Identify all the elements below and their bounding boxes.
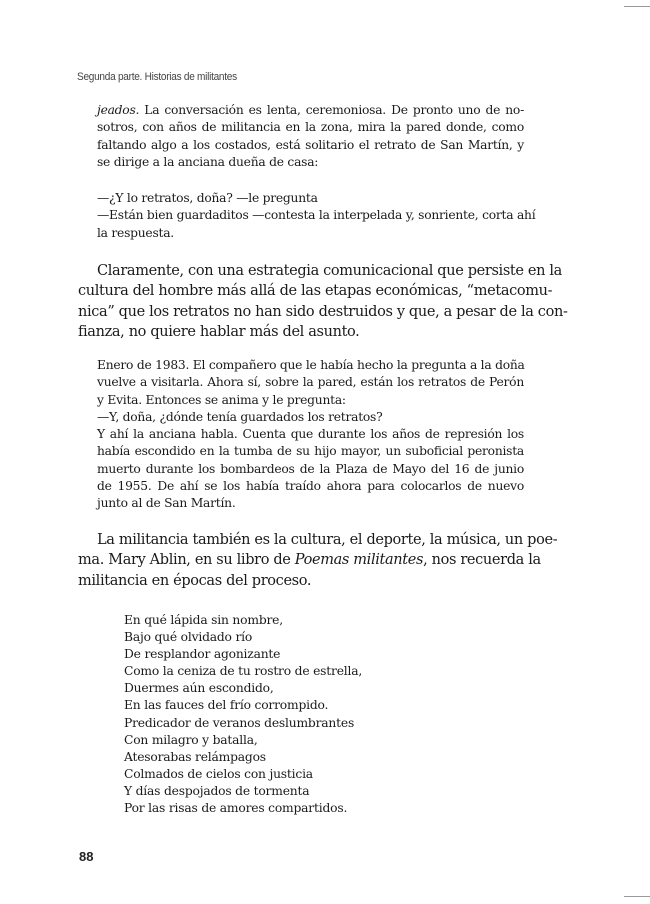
- quote1-line: faltando algo a los costados, está solitario el retrato de San Martín, y: [97, 137, 524, 152]
- poem-line: Con milagro y batalla,: [124, 732, 258, 747]
- body-paragraph-1: [78, 261, 568, 343]
- poem-line: Como la ceniza de tu rostro de estrella,: [124, 664, 363, 679]
- poem-line: Y días despojados de tormenta: [124, 783, 310, 798]
- dialog-line: —¿Y lo retratos, doña? —le pregunta: [97, 191, 318, 205]
- poem-line: De resplandor agonizante: [124, 647, 281, 662]
- dialog-block: [97, 190, 536, 242]
- crop-mark-bottom: [624, 896, 650, 897]
- poem-line: Bajo qué olvidado río: [124, 630, 253, 645]
- poem-line: Por las risas de amores compartidos.: [124, 801, 348, 816]
- quote2-line: muerto durante los bombardeos de la Plaza de Mayo del 16 de junio: [97, 461, 524, 476]
- quote2-line: Enero de 1983. El compañero que le había hecho la pregunta a la doña: [97, 358, 525, 372]
- quote2-line: había escondido en la tumba de su hijo mayor, un suboficial peronista: [97, 444, 524, 459]
- paragraph-line: cultura del hombre más allá de las etapas económicas, “metacomu-: [78, 283, 553, 300]
- running-head: Segunda parte. Historias de militantes: [77, 71, 237, 83]
- quote2-line: junto al de San Martín.: [97, 496, 236, 511]
- quote2-line: Y ahí la anciana habla. Cuenta que durante los años de represión los: [97, 427, 524, 442]
- paragraph-line: ma. Mary Ablin, en su libro de Poemas militantes, nos recuerda la: [78, 552, 541, 569]
- quote-block-1: [97, 102, 524, 171]
- poem-line: En las fauces del frío corrompido.: [124, 698, 329, 713]
- poem-line: Predicador de veranos deslumbrantes: [124, 715, 355, 730]
- poem-line: En qué lápida sin nombre,: [124, 613, 283, 627]
- quote2-line: de 1955. De ahí se los había traído ahora para colocarlos de nuevo: [97, 479, 524, 494]
- quote1-line: se dirige a la anciana dueña de casa:: [97, 154, 319, 169]
- quote2-line: vuelve a visitarla. Ahora sí, sobre la pared, están los retratos de Perón: [97, 375, 524, 390]
- quote1-line: sotros, con años de militancia en la zona, mira la pared donde, como: [97, 120, 524, 135]
- poem-line: Atesorabas relámpagos: [124, 749, 266, 764]
- paragraph-line: La militancia también es la cultura, el deporte, la música, un poe-: [97, 532, 558, 548]
- paragraph-line: Claramente, con una estrategia comunicacional que persiste en la: [97, 263, 562, 279]
- paragraph-line: fianza, no quiere hablar más del asunto.: [78, 324, 360, 341]
- page-number: 88: [79, 849, 94, 864]
- quote-block-2: [97, 357, 524, 513]
- poem-line: Duermes aún escondido,: [124, 681, 274, 696]
- quote2-line: —Y, doña, ¿dónde tenía guardados los retratos?: [97, 409, 383, 424]
- paragraph-line: militancia en épocas del proceso.: [78, 572, 312, 589]
- dialog-line: —Están bien guardaditos —contesta la interpelada y, sonriente, corta ahí: [97, 208, 536, 223]
- crop-mark-top: [624, 6, 650, 7]
- body-paragraph-2: [78, 530, 558, 591]
- poem-block: [124, 612, 362, 817]
- poem-line: Colmados de cielos con justicia: [124, 766, 313, 781]
- dialog-line: la respuesta.: [97, 225, 174, 240]
- quote2-line: y Evita. Entonces se anima y le pregunta:: [97, 392, 346, 407]
- quote1-line: jeados. La conversación es lenta, ceremoniosa. De pronto uno de no-: [97, 103, 524, 117]
- paragraph-line: nica” que los retratos no han sido destruidos y que, a pesar de la con-: [78, 303, 568, 320]
